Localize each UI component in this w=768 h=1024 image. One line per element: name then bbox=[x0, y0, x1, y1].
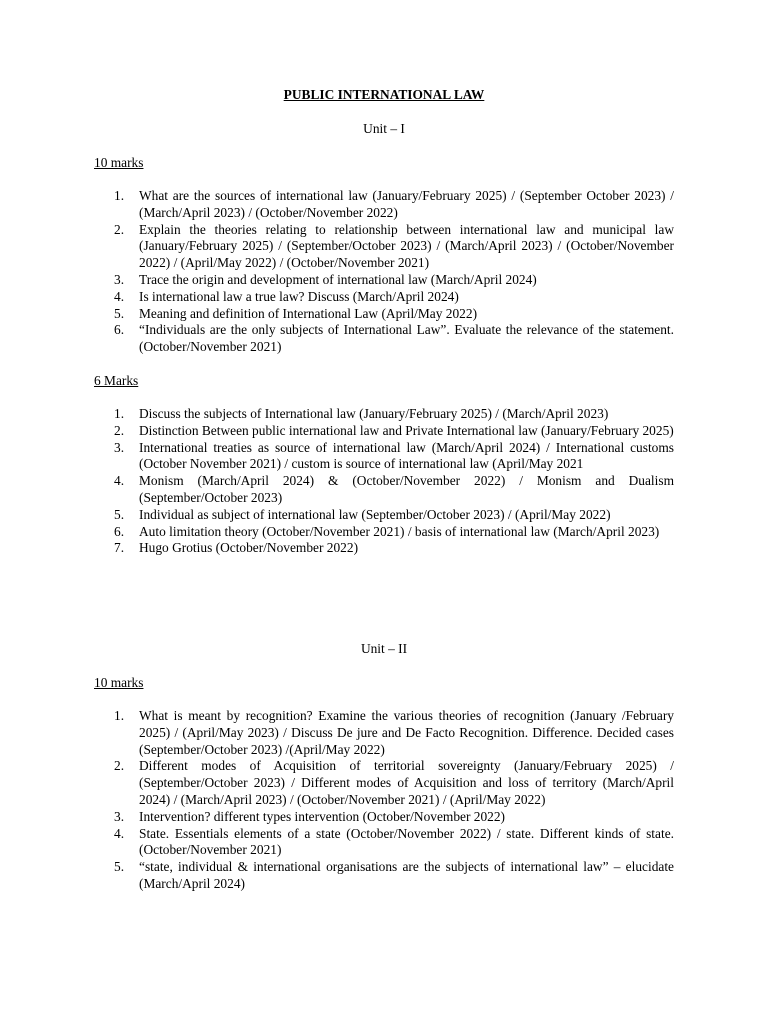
question-item bbox=[0, 289, 768, 306]
unit-2-heading: Unit – II bbox=[360, 641, 408, 656]
question-number: 1. bbox=[114, 406, 125, 421]
question-item bbox=[0, 423, 768, 440]
unit-1-6-marks-list bbox=[0, 406, 768, 557]
question-number: 4. bbox=[114, 473, 125, 489]
question-item bbox=[0, 322, 768, 356]
question-text: What is meant by recognition? Examine the various theories of recognition (January /February 2025) / (April/May 2023) / Discuss De jure and De Facto Recognition. Difference. Decided cases (September/October 2023) /(April/May 2022) bbox=[139, 708, 674, 757]
question-text: Auto limitation theory (October/November 2021) / basis of international law (March/April 2023) bbox=[139, 523, 660, 539]
question-number: 1. bbox=[114, 188, 125, 203]
question-number: 3. bbox=[114, 808, 125, 824]
question-number: 2. bbox=[114, 221, 125, 237]
question-text: State. Essentials elements of a state (October/November 2022) / state. Different kinds of state. (October/November 2021) bbox=[139, 825, 674, 858]
question-item bbox=[0, 826, 768, 860]
question-number: 1. bbox=[114, 708, 125, 723]
question-text: Hugo Grotius (October/November 2022) bbox=[139, 540, 359, 556]
question-number: 5. bbox=[114, 506, 125, 522]
question-item bbox=[0, 473, 768, 507]
question-number: 6. bbox=[114, 523, 125, 539]
question-number: 4. bbox=[114, 288, 125, 304]
question-item bbox=[0, 708, 768, 758]
question-text: Different modes of Acquisition of territorial sovereignty (January/February 2025) / (September/October 2023) / Different modes of Acquisition and loss of territory (March/April 2024) / (March/April 2023) / (October/November 2021) / (April/May 2022) bbox=[139, 758, 674, 807]
question-item bbox=[0, 859, 768, 893]
question-item bbox=[0, 507, 768, 524]
question-text: Discuss the subjects of International law (January/February 2025) / (March/April 2023) bbox=[139, 406, 609, 421]
question-number: 4. bbox=[114, 825, 125, 841]
question-text: “state, individual & international organisations are the subjects of international law” – elucidate (March/April 2024) bbox=[139, 859, 674, 891]
question-item bbox=[0, 524, 768, 541]
question-item bbox=[0, 306, 768, 323]
unit-1-10-marks-heading: 10 marks bbox=[94, 155, 144, 170]
question-item bbox=[0, 440, 768, 474]
question-text: Is international law a true law? Discuss (March/April 2024) bbox=[139, 288, 459, 304]
question-item bbox=[0, 540, 768, 557]
unit-1-heading: Unit – I bbox=[363, 121, 405, 136]
question-text: Intervention? different types intervention (October/November 2022) bbox=[139, 808, 506, 824]
question-item bbox=[0, 222, 768, 272]
unit-2-10-marks-list bbox=[0, 708, 768, 893]
question-item bbox=[0, 188, 768, 222]
question-number: 3. bbox=[114, 271, 125, 287]
question-text: Trace the origin and development of international law (March/April 2024) bbox=[139, 271, 537, 287]
question-item bbox=[0, 809, 768, 826]
unit-1-6-marks-heading: 6 Marks bbox=[94, 373, 139, 388]
question-item bbox=[0, 406, 768, 423]
question-text: “Individuals are the only subjects of International Law”. Evaluate the relevance of the statement. (October/November 2021) bbox=[139, 322, 674, 355]
question-number: 2. bbox=[114, 758, 125, 774]
question-number: 2. bbox=[114, 422, 125, 438]
question-number: 6. bbox=[114, 322, 125, 338]
question-text: Individual as subject of international law (September/October 2023) / (April/May 2022) bbox=[139, 506, 611, 522]
question-text: What are the sources of international law (January/February 2025) / (September October 2023) / (March/April 2023) / (October/November 2022) bbox=[139, 188, 674, 220]
document-title: PUBLIC INTERNATIONAL LAW bbox=[283, 87, 485, 102]
question-number: 5. bbox=[114, 859, 125, 875]
question-text: Distinction Between public international law and Private International law (January/February 2025) bbox=[139, 422, 674, 438]
question-number: 7. bbox=[114, 540, 125, 556]
question-text: International treaties as source of international law (March/April 2024) / International customs (October November 2021) / custom is source of international law (April/May 2021 bbox=[139, 439, 674, 472]
question-item bbox=[0, 272, 768, 289]
question-number: 3. bbox=[114, 439, 125, 455]
question-text: Meaning and definition of International Law (April/May 2022) bbox=[139, 305, 478, 321]
question-text: Monism (March/April 2024) & (October/November 2022) / Monism and Dualism (September/October 2023) bbox=[139, 473, 674, 505]
unit-2-10-marks-heading: 10 marks bbox=[94, 675, 144, 690]
unit-1-10-marks-list bbox=[0, 188, 768, 356]
question-item bbox=[0, 758, 768, 808]
question-text: Explain the theories relating to relationship between international law and municipal law (January/February 2025) / (September/October 2023) / (March/April 2023) / (October/November 2022) / (April/May 2022) / (October/November 2021) bbox=[139, 221, 674, 271]
question-number: 5. bbox=[114, 305, 125, 321]
